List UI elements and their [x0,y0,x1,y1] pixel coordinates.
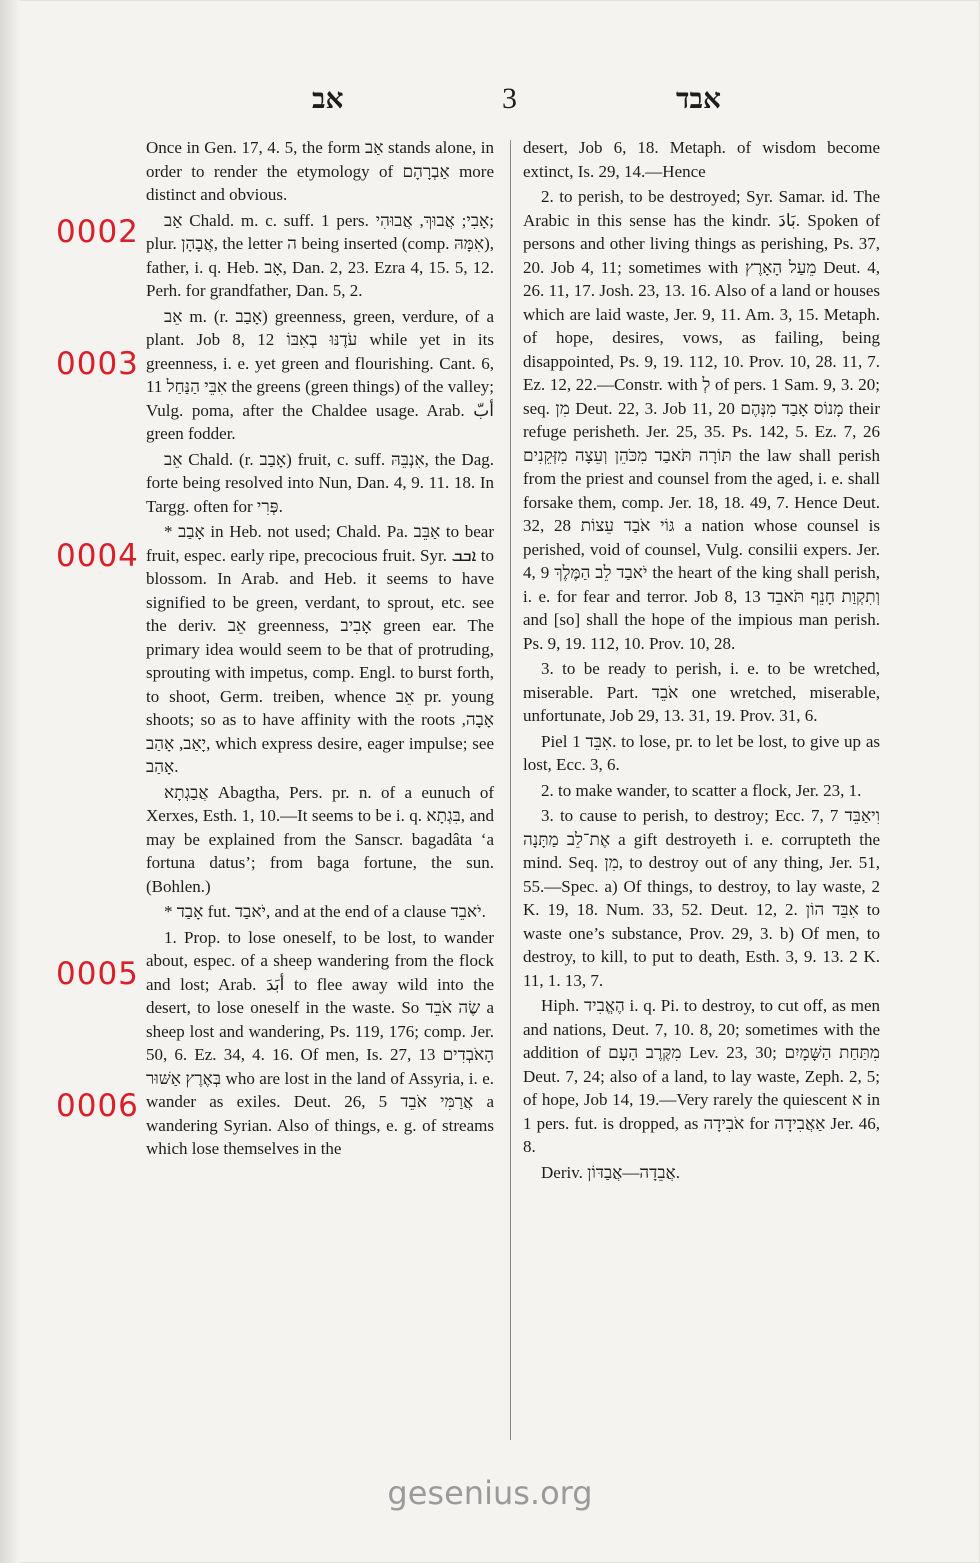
entry-text: 3. to cause to perish, to destroy; Ecc. 7, 7 וִיאַבֵּד אֶת־לֵב מַתָּנָה a gift destroyeth i. e. corrupteth the mind. Seq. מִן, to destroy out of any thing, Jer. 51, 55.—Spec. a) Of things, to destroy, to lay waste, 2 K. 19, 18. Num. 33, 52. Deut. 12, 2. אִבֵּד הוֹן to waste one’s substance, Prov. 29, 3. b) Of men, to destroy, to kill, to put to death, Esth. 3, 9. 13. 2 K. 11, 1. 13, 7. [523,806,881,990]
entry-text: * אָבַד fut. יֹאבַד, and at the end of a clause יֹאבֵד. [164,902,486,921]
entry-text: אֵב Chald. (r. אָבַב) fruit, c. suff. אִנְבֵּהּ, the Dag. forte being resolved into Nun, Dan. 4, 9. 11. 18. In Targg. often for פְּרִי. [146,449,494,516]
column-divider [510,140,511,1440]
left-column [146,136,494,1163]
entry-number-0004: 0004 [56,538,139,574]
entry-text: אֵב m. (r. אָבַב) greenness, green, verdure, of a plant. Job 8, 12 עֹדֶנּוּ בְאִבּוֹ while yet in its greenness, i. e. yet green and flourishing. Cant. 6, 11 אִבֵּי הַנַּחַל the greens (green things) of the valley; Vulg. poma, after the Chaldee usage. Arab. أبّ green fodder. [146,306,495,443]
entry-text: 2. to make wander, to scatter a flock, Jer. 23, 1. [541,780,862,800]
entry-text: אֲבַגְתָא Abagtha, Pers. pr. n. of a eunuch of Xerxes, Esth. 1, 10.—It seems to be i. q. בִּגְתָא, and may be explained from the Sanscr. bagadâta ‘a fortuna datus’; from baga fortune, the sun. (Bohlen.) [146,782,494,896]
running-header [0,84,980,124]
entry-text: Hiph. הֶאֱבִיד i. q. Pi. to destroy, to cut off, as men and nations, Deut. 7, 10. 8, 20; sometimes with the addition of מִקֶּרֶב הָעָם Lev. 23, 30; מִתַּחַת הַשָּׁמָיִם Deut. 7, 24; also of a land, to lay waste, Zeph. 2, 5; of hope, Job 14, 19.—Very rarely the quiescent א in 1 pers. fut. is dropped, as אֹבִידָה for אַאֲבִידָה Jer. 46, 8. [523,996,880,1156]
entry-text: Piel אִבֵּד 1. to lose, pr. to let be lost, to give up as lost, Ecc. 3, 6. [523,731,880,774]
right-column [523,136,880,1186]
entry-text: desert, Job 6, 18. Metaph. of wisdom become extinct, Is. 29, 14.—Hence [523,138,880,181]
page-number: 3 [502,82,517,115]
entry-text: Deriv. אֲבֵדָה—אֲבַדּוֹן. [541,1162,680,1182]
entry-number-0003: 0003 [56,346,139,382]
entry-text: 1. Prop. to lose oneself, to be lost, to wander about, espec. of a sheep wandering from the flock and lost; Arab. أبَدَ to flee away wild into the desert, to lose oneself in the waste. So שֶׂה אֹבֵד a sheep lost and wandering, Ps. 119, 176; comp. Jer. 50, 6. Ez. 34, 4. 16. Of men, Is. 27, 13 הָאֹבְדִים בְּאֶרֶץ אַשּׁוּר who are lost in the land of Assyria, i. e. wander as exiles. Deut. 26, 5 אֲרַמִּי אֹבֵד a wandering Syrian. Also of things, e. g. of streams which lose themselves in the [146,927,495,1158]
entry-text: אַב Chald. m. c. suff. 1 pers. אָבִי; אֲבוּךְ, אֲבוּהִי; plur. אֲבָהָן, the letter ה being inserted (comp. אִמָּהּ), father, i. q. Heb. אָב, Dan. 2, 23. Ezra 4, 15. 5, 12. Perh. for grandfather, Dan. 5, 2. [146,210,494,300]
header-left-word: אב [312,84,344,115]
page-edge-shadow [0,0,20,1563]
entry-number-0002: 0002 [56,214,139,250]
entry-text: 2. to perish, to be destroyed; Syr. Samar. id. The Arabic in this sense has the kindr. بَادَ. Spoken of persons and other living things as perishing, Ps. 37, 20. Job 4, 11; sometimes with מֵעַל הָאָרֶץ Deut. 4, 26. 11, 17. Josh. 23, 13. 16. Also of a land or houses which are laid waste, Jer. 9, 11. Am. 3, 15. Metaph. of hope, desires, vows, as failing, being disappointed, Ps. 9, 19. 112, 10. Prov. 10, 28. 11, 7. Ez. 12, 22.—Constr. with לְ of pers. 1 Sam. 9, 3. 20; seq. מִן Deut. 22, 3. Job 11, 20 מָנוֹס אָבַד מִנְּהֶם their refuge perisheth. Jer. 25, 35. Ps. 142, 5. Ez. 7, 26 תּוֹרָה תֹּאבַד מִכֹּהֵן וְעֵצָה מִזְּקֵנִים the law shall perish from the priest and counsel from the aged, i. e. shall forsake them, comp. Jer. 18, 18. 49, 7. Hence Deut. 32, 28 גּוֹי אֹבַד עֵצוֹת a nation whose counsel is perished, void of counsel, Vulg. consilii expers. Jer. 4, 9 יֹאבַד לֵב הַמֶּלֶךְ the heart of the king shall perish, i. e. for fear and terror. Job 8, 13 וְתִקְוַת חָנֵף תֹּאבֵד and [so] shall the hope of the impious man perish. Ps. 9, 19. 112, 10. Prov. 10, 28. [523,187,881,653]
site-watermark: gesenius.org [387,1474,593,1512]
entry-number-0006: 0006 [56,1088,139,1124]
entry-text: 3. to be ready to perish, i. e. to be wretched, miserable. Part. אֹבֵד one wretched, miserable, unfortunate, Job 29, 13. 31, 19. Prov. 31, 6. [523,659,880,725]
header-right-word: אבד [676,84,721,115]
entry-text: Once in Gen. 17, 4. 5, the form אַב stands alone, in order to render the etymology of אַבְרָהָם more distinct and obvious. [146,138,494,204]
entry-text: * אָבַב in Heb. not used; Chald. Pa. אַבֵּב to bear fruit, espec. early ripe, precocious fruit. Syr. ܐܒܒ to blossom. In Arab. and Heb. it seems to have signified to be green, verdant, to sprout, etc. see the deriv. אֵב greenness, אָבִיב green ear. The primary idea would seem to be that of protruding, sprouting with impetus, comp. Engl. to burst forth, to shoot, Germ. treiben, whence אֵב pr. young shoots; so as to have affinity with the roots אָבָה, יָאַב, אָהַב, which express desire, eager impulse; see אָהַב. [146,522,495,776]
entry-number-0005: 0005 [56,956,139,992]
